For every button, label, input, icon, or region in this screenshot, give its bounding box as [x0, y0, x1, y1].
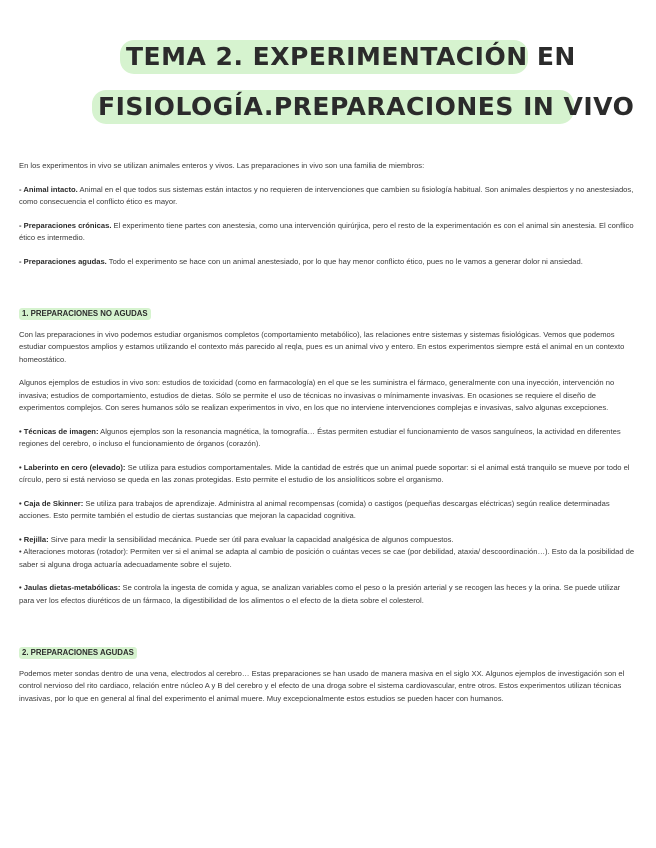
intro-paragraph: En los experimentos in vivo se utilizan animales enteros y vivos. Las preparaciones in vivo son una familia de miembros:: [19, 161, 425, 170]
bullet-text: Se utiliza para trabajos de aprendizaje. Administra al animal recompensas (comida) o castigos (pequeñas descargas eléctricas) según realice determinadas acciones. Esto permite también el estudio de ciertas sustancias que mejoran la capacidad cognitiva.: [19, 498, 610, 520]
section2-paragraph-1: Podemos meter sondas dentro de una vena, electrodos al cerebro… Estas preparaciones se han usado de manera masiva en el siglo XX. Algunos ejemplos de investigación son el control nervioso del rito cardiaco, relación entre núcleo A y B del cerebro y el efecto de una droga sobre el sistema cardiovascular, entre otros. Estos experimentos utilizan técnicas invasivas, por lo que en general al final del experimento el animal muere. Muy excepcionalmente estos estudios se pueden hacer con humanos.: [19, 668, 625, 703]
bullet-lead: • Rejilla:: [19, 534, 49, 544]
prep-agudas: [19, 256, 637, 269]
prep-text: Animal en el que todos sus sistemas están intactos y no requieren de intervenciones que cambien su fisiología habitual. Son animales despiertos y no anestesiados, como consecuencia el conflicto ético es mayor.: [19, 184, 634, 206]
bullet-caja-skinner: [19, 498, 637, 523]
bullet-text: Se utiliza para estudios comportamentales. Mide la cantidad de estrés que un animal puede soportar: si el animal está tranquilo se mueve por todo el círculo, pero si está nervioso se queda en las zonas protegidas. Esto permite el estudio de los ansiolíticos sobre el organismo.: [19, 462, 630, 484]
section-heading-2: 2. PREPARACIONES AGUDAS: [19, 647, 137, 659]
prep-text: Todo el experimento se hace con un animal anestesiado, por lo que hay menor conflicto ético, pues no le vamos a generar dolor ni ansiedad.: [106, 256, 583, 266]
bullet-text: Algunos ejemplos son la resonancia magnética, la tomografía… Éstas permiten estudiar el funcionamiento de vasos sanguíneos, la actividad en diferentes regiones del cerebro, o incluso el funcionamiento de órganos (corazón).: [19, 426, 621, 448]
bullet-lead: • Caja de Skinner:: [19, 498, 84, 508]
prep-lead: - Preparaciones crónicas.: [19, 220, 112, 230]
prep-lead: - Animal intacto.: [19, 184, 78, 194]
bullet-laberinto: [19, 462, 637, 487]
bullet-lead: • Jaulas dietas-metabólicas:: [19, 583, 121, 592]
section-heading-1: 1. PREPARACIONES NO AGUDAS: [19, 308, 151, 320]
section1-paragraph-1: Con las preparaciones in vivo podemos estudiar organismos completos (comportamiento metabólico), las relaciones entre sistemas y sistemas fisiológicas. Vemos que podemos estudiar compuestos amplios y estamos utilizando el contexto más parecido al reqla, pues es un animal vivo y entero. En estos experimentos siempre está el animal en un contexto homeostático.: [19, 329, 625, 364]
title-line-2: FISIOLOGÍA.PREPARACIONES IN VIVO: [92, 90, 574, 124]
title-line-1: TEMA 2. EXPERIMENTACIÓN EN: [120, 40, 528, 74]
bullet-lead: • Técnicas de imagen:: [19, 426, 99, 436]
bullet-text: Se controla la ingesta de comida y agua, se analizan variables como el peso o la presión arterial y se recogen las heces y la orina. Se puede utilizar para ver los efectos diuréticos de un fármaco, la digestibilidad de los alimentos o el efecto de la dieta sobre el colesterol.: [19, 583, 621, 605]
document-body: [19, 160, 637, 705]
bullet-lead: • Laberinto en cero (elevado):: [19, 462, 126, 472]
bullet-text: Sirve para medir la sensibilidad mecánica. Puede ser útil para evaluar la capacidad analgésica de algunos compuestos.: [48, 534, 454, 544]
prep-animal-intacto: [19, 184, 637, 209]
prep-lead: - Preparaciones agudas.: [19, 256, 107, 266]
bullet-alteraciones-motoras: • Alteraciones motoras (rotador): Permiten ver si el animal se adapta al cambio de posición o cuántas veces se cae (por debilidad, ataxia/ descoordinación…). Esto da la posibilidad de saber si alguna droga actuaría adecuadamente sobre el sujeto.: [19, 547, 635, 569]
prep-text: El experimento tiene partes con anestesia, como una intervención quirúrjica, pero el resto de la experimentación es con el animal sin anestesia. El conflico ético es intermedio.: [19, 220, 634, 242]
section1-paragraph-2: Algunos ejemplos de estudios in vivo son: estudios de toxicidad (como en farmacología) en el que se les suministra el fármaco, generalmente con una inyección, intervención no invasiva; estudios de comportamiento, estudios de dietas. Sólo se permite el uso de técnicas no invasivas o mínimamente invasivas. En ocasiones se requiere el diseño de experimentos complejos. Con seres humanos sólo se realizan experimentos in vivo, en los que no interviene intervenciones complejas e invasivas, salvo algunas excepciones.: [19, 378, 615, 412]
bullet-jaulas-metabolicas: [19, 582, 637, 607]
bullet-tecnicas-imagen: [19, 426, 637, 451]
prep-cronicas: [19, 220, 637, 245]
bullet-rejilla: [19, 534, 637, 547]
